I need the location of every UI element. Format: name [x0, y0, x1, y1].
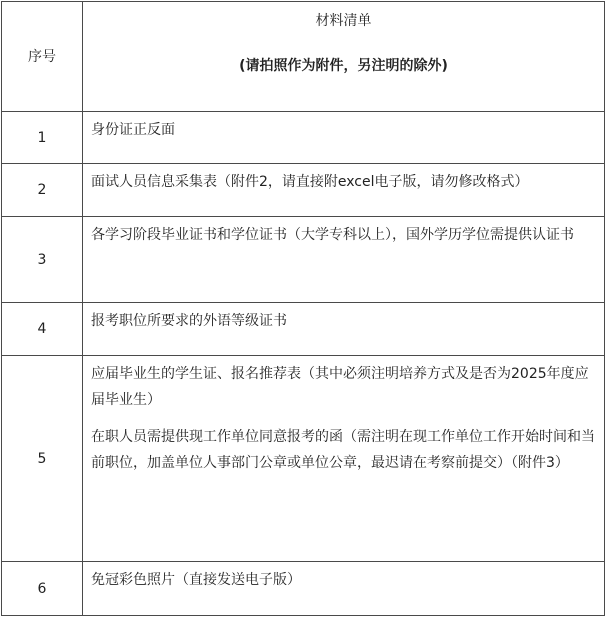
row-number: 5 [2, 356, 83, 562]
row-number: 6 [2, 562, 83, 616]
row-content [83, 303, 605, 356]
table-row [2, 164, 605, 217]
table-header-row [2, 2, 605, 112]
table-row [2, 562, 605, 616]
table-row [2, 356, 605, 562]
table-row [2, 303, 605, 356]
row-content [83, 112, 605, 164]
photo-attachment-note: (请拍照作为附件，另注明的除外) [239, 58, 448, 74]
materials-table [1, 1, 605, 616]
row-content [83, 356, 605, 562]
materials-column-header [83, 2, 605, 112]
row-number: 1 [2, 112, 83, 164]
row-text: 报考职位所要求的外语等级证书 [91, 313, 287, 329]
row-text: 面试人员信息采集表（附件2，请直接附excel电子版，请勿修改格式） [91, 174, 529, 190]
row-content [83, 562, 605, 616]
row-content [83, 217, 605, 303]
table-row [2, 217, 605, 303]
row-text: 各学习阶段毕业证书和学位证书（大学专科以上），国外学历学位需提供认证书 [91, 227, 574, 243]
table-row [2, 112, 605, 164]
row-text: 在职人员需提供现工作单位同意报考的函（需注明在现工作单位工作开始时间和当前职位，加盖单位人事部门公章或单位公章，最迟请在考察前提交）（附件3） [91, 429, 595, 471]
row-number: 3 [2, 217, 83, 303]
row-number: 4 [2, 303, 83, 356]
number-column-header: 序号 [2, 2, 83, 112]
row-text: 免冠彩色照片（直接发送电子版） [91, 572, 301, 588]
row-text: 应届毕业生的学生证、报名推荐表（其中必须注明培养方式及是否为2025年度应届毕业生） [91, 366, 589, 408]
row-number: 2 [2, 164, 83, 217]
materials-list-title: 材料清单 [315, 13, 372, 29]
row-text: 身份证正反面 [91, 122, 175, 138]
row-content [83, 164, 605, 217]
